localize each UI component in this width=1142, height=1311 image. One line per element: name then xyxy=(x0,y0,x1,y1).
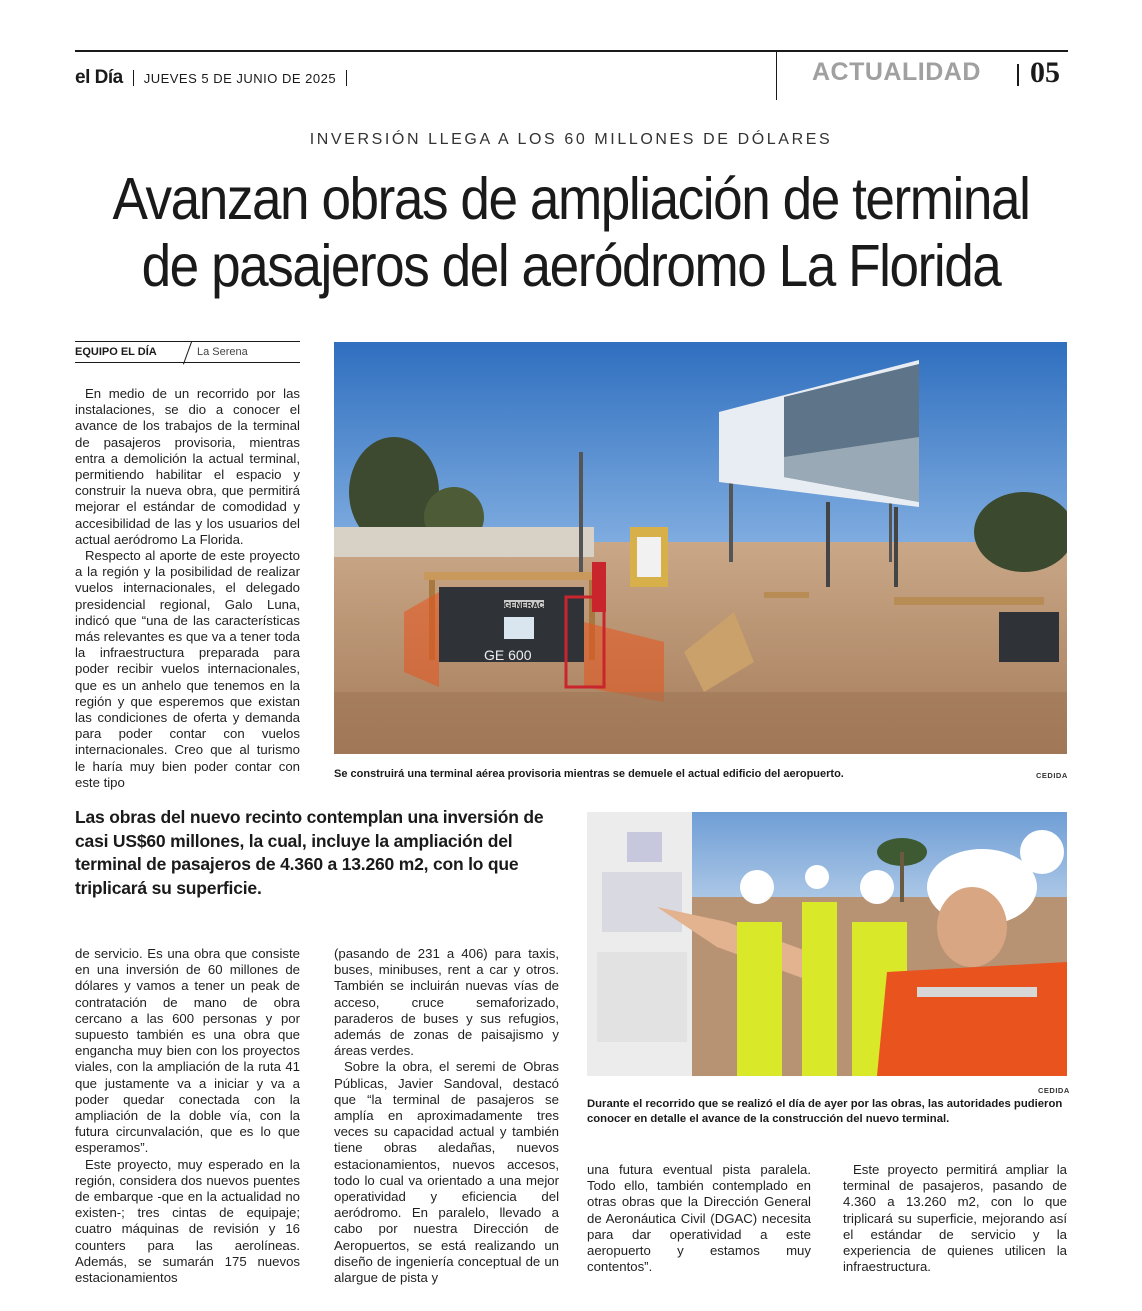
article-column-5 xyxy=(843,1162,1067,1275)
byline xyxy=(75,341,300,363)
byline-author: EQUIPO EL DÍA xyxy=(75,346,157,358)
paragraph: En medio de un recorrido por las instalaciones, se dio a conocer el avance de los trabajos de la terminal de pasajeros provisoria, mientras entra a demolición la actual terminal, permitiendo habilitar el espacio y construir la nueva obra, que permitirá mejorar el estándar de comodidad y accesibilidad de las y los usuarios del actual aeródromo La Florida. xyxy=(75,386,300,547)
generator-brand-label: GENERAC xyxy=(504,601,545,610)
paragraph: de servicio. Es una obra que consiste en una inversión de 60 millones de dólares y vamos a tener un peak de contratación de mano de obra cercano a las 600 personas y por supuesto también es una obra que engancha muy bien con los proyectos viales, con la ampliación de la ruta 41 que justamente va a iniciar y va a poder quedar conectada con la ampliación de la doble vía, con la futura circunvalación, que es lo que esperamos”. xyxy=(75,946,300,1156)
byline-city: La Serena xyxy=(197,346,248,358)
issue-date: JUEVES 5 DE JUNIO DE 2025 xyxy=(143,70,337,86)
header-divider xyxy=(346,70,347,86)
newspaper-logo: el Día xyxy=(75,67,123,88)
kicker: INVERSIÓN LLEGA A LOS 60 MILLONES DE DÓLARES xyxy=(309,131,833,148)
construction-site-photo xyxy=(334,342,1067,754)
byline-slash xyxy=(183,342,192,365)
headline-line-2: de pasajeros del aeródromo La Florida xyxy=(141,233,1001,299)
section-box-divider xyxy=(776,52,777,100)
paragraph: Este proyecto, muy esperado en la región, considera dos nuevos puentes de embarque -que en la actualidad no existen-; tres cintas de equipaje; cuatro máquinas de revisión y 16 counters para las aerolíneas. Además, se sumarán 175 nuevos estacionamientos xyxy=(75,1156,300,1286)
header-divider xyxy=(133,70,134,86)
article-column-3 xyxy=(334,946,559,1286)
paragraph: Este proyecto permitirá ampliar la terminal de pasajeros, pasando de 4.360 a 13.260 m2, con lo que triplicará su superficie, mejorando así el estándar de servicio y la experiencia de quienes utilicen la infraestructura. xyxy=(843,1162,1067,1275)
photo-2-caption: Durante el recorrido que se realizó el día de ayer por las obras, las autoridades pudieron conocer en detalle el avance de la construcción del nuevo terminal. xyxy=(587,1098,1063,1125)
headline xyxy=(111,166,1031,300)
section-name: ACTUALIDAD xyxy=(812,58,981,86)
construction-site-illustration xyxy=(334,342,1067,754)
article-column-2 xyxy=(75,946,300,1286)
pull-quote: Las obras del nuevo recinto contemplan una inversión de casi US$60 millones, la cual, incluye la ampliación del terminal de pasajeros de 4.360 a 13.260 m2, con lo que triplicará su superficie. xyxy=(75,807,544,898)
article-column-1 xyxy=(75,386,300,791)
article-column-4 xyxy=(587,1162,811,1275)
photo-1-caption: Se construirá una terminal aérea provisoria mientras se demuele el actual edificio del aeropuerto. xyxy=(334,768,844,780)
top-rule xyxy=(75,50,1068,52)
authorities-tour-illustration xyxy=(587,812,1067,1076)
paragraph: (pasando de 231 a 406) para taxis, buses, minibuses, rent a car y otros. También se incluirán nuevas vías de acceso, cruce semaforizado, paraderos de buses y sus refugios, además de zonas de paisajismo y áreas verdes. xyxy=(334,946,559,1059)
masthead xyxy=(75,67,357,89)
paragraph: una futura eventual pista paralela. Todo ello, también contemplado en otras obras que la Dirección General de Aeronáutica Civil (DGAC) necesita para dar operatividad a este aeropuerto y estamos muy contentos”. xyxy=(587,1162,811,1275)
authorities-tour-photo xyxy=(587,812,1067,1076)
page-number: 05 xyxy=(1030,56,1060,89)
paragraph: Respecto al aporte de este proyecto a la región y la posibilidad de realizar vuelos internacionales, el delegado presidencial regional, Galo Luna, indicó que “una de las características más relevantes es que va a tener toda la infraestructura preparada para poder recibir vuelos internacionales, que es un anhelo que tenemos en la región y que esperemos que existan las condiciones de oferta y demanda para poder contar con vuelos internacionales. Creo que al turismo le haría muy bien poder contar con este tipo xyxy=(75,548,300,790)
paragraph: Sobre la obra, el seremi de Obras Públicas, Javier Sandoval, destacó que “la terminal de pasajeros se amplía en aproximadamente tres veces su capacidad actual y también tiene obras aledañas, nuevos estacionamientos, nuevos accesos, todo lo cual va orientado a una mejor operatividad y eficiencia del aeródromo. En paralelo, llevado a cabo por nuestra Dirección de Aeropuertos, se está realizando un diseño de ingeniería conceptual de un alargue de pista y xyxy=(334,1059,559,1286)
headline-line-1: Avanzan obras de ampliación de terminal xyxy=(112,166,1030,232)
photo-1-credit: CEDIDA xyxy=(1036,771,1068,780)
generator-id-label: GE 600 xyxy=(484,647,532,663)
section-divider xyxy=(1017,64,1019,86)
photo-2-credit: CEDIDA xyxy=(1038,1086,1070,1095)
